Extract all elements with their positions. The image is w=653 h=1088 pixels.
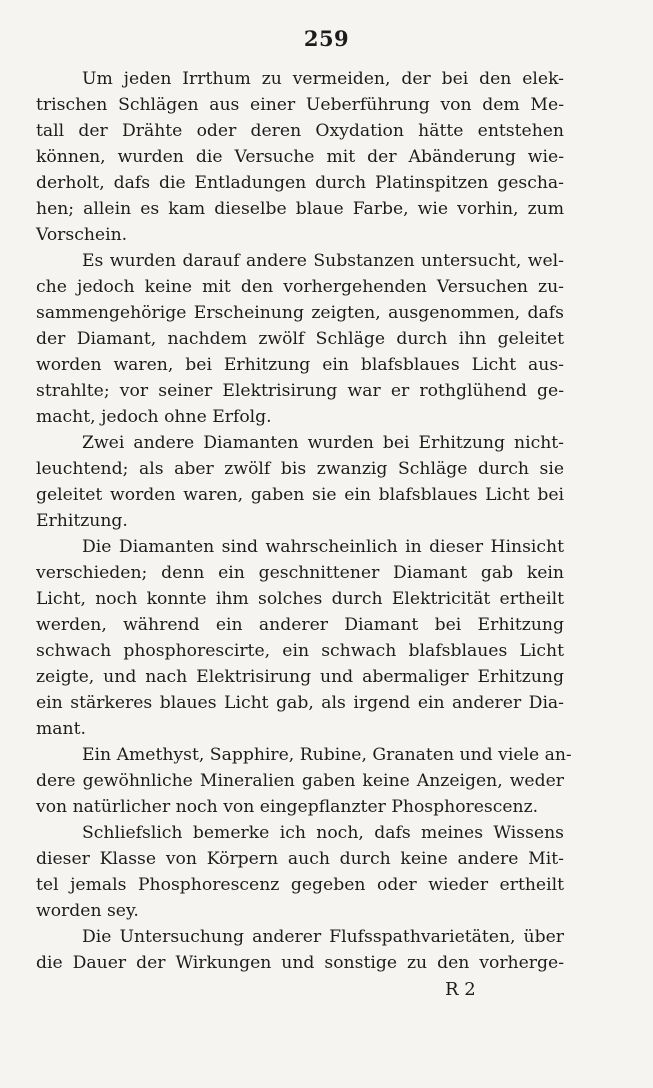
text-line: Zwei andere Diamanten wurden bei Erhitzung nicht- <box>82 433 564 453</box>
text-line: Die Untersuchung anderer Flufsspathvarietäten, über <box>82 927 564 947</box>
text-line: dieser Klasse von Körpern auch durch keine andere Mit- <box>36 849 564 869</box>
text-line: Erhitzung. <box>36 511 128 531</box>
text-line: derholt, dafs die Entladungen durch Platinspitzen gescha- <box>36 173 564 193</box>
paragraph-2 <box>36 248 564 430</box>
paragraph-1 <box>36 66 564 248</box>
text-line: leuchtend; als aber zwölf bis zwanzig Schläge durch sie <box>36 459 564 479</box>
text-line: macht, jedoch ohne Erfolg. <box>36 407 272 427</box>
text-line: von natürlicher noch von eingepflanzter Phosphorescenz. <box>36 797 539 817</box>
text-line: schwach phosphorescirte, ein schwach blafsblaues Licht <box>36 641 564 661</box>
text-line: Schliefslich bemerke ich noch, dafs meines Wissens <box>82 823 564 843</box>
text-line: ein stärkeres blaues Licht gab, als irgend ein anderer Dia- <box>36 693 564 713</box>
text-line: geleitet worden waren, gaben sie ein blafsblaues Licht bei <box>36 485 564 505</box>
text-line: Es wurden darauf andere Substanzen untersucht, wel- <box>82 251 564 271</box>
paragraph-7 <box>36 924 564 976</box>
paragraph-3 <box>36 430 564 534</box>
text-line: können, wurden die Versuche mit der Abänderung wie- <box>36 147 564 167</box>
text-line: Vorschein. <box>36 225 128 245</box>
text-line: tel jemals Phosphorescenz gegeben oder wieder ertheilt <box>36 875 564 895</box>
text-line: hen; allein es kam dieselbe blaue Farbe, wie vorhin, zum <box>36 199 564 219</box>
text-line: che jedoch keine mit den vorhergehenden Versuchen zu- <box>36 277 564 297</box>
text-line: dere gewöhnliche Mineralien gaben keine Anzeigen, weder <box>36 771 564 791</box>
text-line: trischen Schlägen aus einer Ueberführung von dem Me- <box>36 95 564 115</box>
signature-mark: R 2 <box>445 979 476 1000</box>
text-line: verschieden; denn ein geschnittener Diamant gab kein <box>36 563 564 583</box>
paragraph-5 <box>36 742 572 820</box>
text-line: Um jeden Irrthum zu vermeiden, der bei den elek- <box>82 69 564 89</box>
text-line: worden sey. <box>36 901 139 921</box>
text-line: die Dauer der Wirkungen und sonstige zu den vorherge- <box>36 953 564 973</box>
text-line: tall der Drähte oder deren Oxydation hätte entstehen <box>36 121 564 141</box>
text-line: Licht, noch konnte ihm solches durch Elektricität ertheilt <box>36 589 564 609</box>
body-text <box>36 66 572 976</box>
text-line: zeigte, und nach Elektrisirung und abermaliger Erhitzung <box>36 667 564 687</box>
text-line: worden waren, bei Erhitzung ein blafsblaues Licht aus- <box>36 355 564 375</box>
page-number: 259 <box>303 26 350 51</box>
paragraph-6 <box>36 820 564 924</box>
text-line: werden, während ein anderer Diamant bei Erhitzung <box>36 615 564 635</box>
text-line: Die Diamanten sind wahrscheinlich in dieser Hinsicht <box>82 537 564 557</box>
text-line: sammengehörige Erscheinung zeigten, ausgenommen, dafs <box>36 303 564 323</box>
text-line: strahlte; vor seiner Elektrisirung war er rothglühend ge- <box>36 381 564 401</box>
text-line: der Diamant, nachdem zwölf Schläge durch ihn geleitet <box>36 329 564 349</box>
paragraph-4 <box>36 534 564 742</box>
text-line: Ein Amethyst, Sapphire, Rubine, Granaten und viele an- <box>82 745 572 765</box>
text-line: mant. <box>36 719 86 739</box>
